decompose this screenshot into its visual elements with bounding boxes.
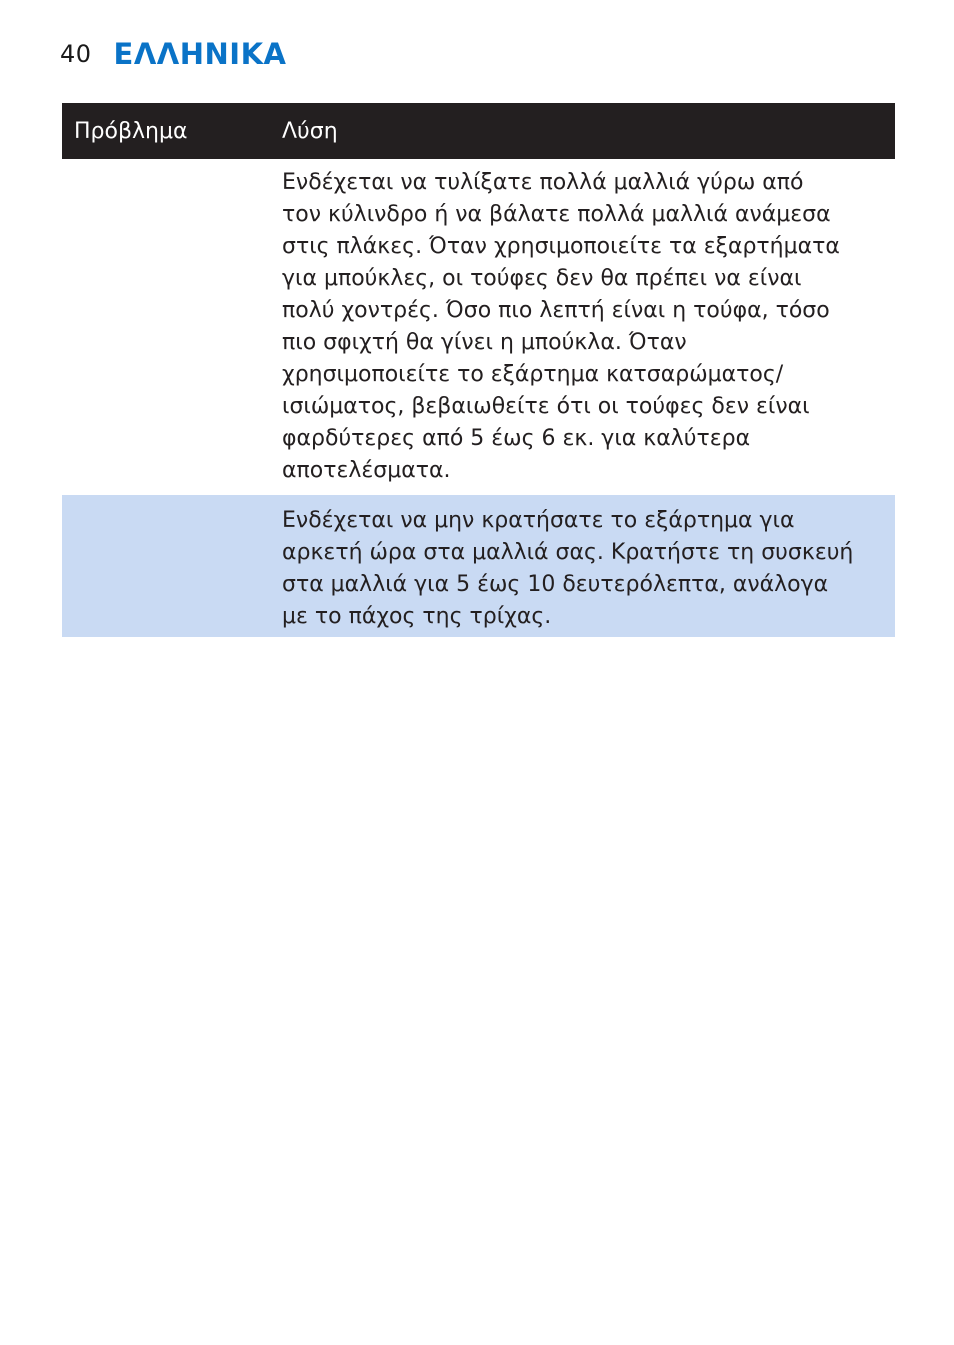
- column-header-solution: Λύση: [282, 118, 338, 144]
- solution-line: ισιώματος, βεβαιωθείτε ότι οι τούφες δεν είναι: [282, 394, 810, 419]
- solution-cell: [282, 495, 895, 637]
- section-title: ΕΛΛΗΝΙΚΑ: [113, 37, 287, 71]
- solution-line: χρησιμοποιείτε το εξάρτημα κατσαρώματος/: [282, 362, 784, 387]
- solution-line: για μπούκλες, οι τούφες δεν θα πρέπει να είναι: [282, 266, 802, 291]
- page-header: [60, 34, 287, 74]
- solution-line: αρκετή ώρα στα μαλλιά σας. Κρατήστε τη συσκευή: [282, 540, 854, 565]
- solution-line: τον κύλινδρο ή να βάλατε πολλά μαλλιά ανάμεσα: [282, 202, 831, 227]
- solution-line: αποτελέσματα.: [282, 458, 451, 483]
- solution-line: με το πάχος της τρίχας.: [282, 604, 552, 629]
- solution-cell: [282, 159, 895, 495]
- table-header: [62, 103, 895, 159]
- troubleshooting-table: [62, 103, 895, 637]
- column-header-problem: Πρόβλημα: [74, 118, 188, 144]
- table-row: [62, 495, 895, 637]
- solution-line: Ενδέχεται να τυλίξατε πολλά μαλλιά γύρω από: [282, 170, 804, 195]
- problem-cell: [62, 495, 282, 637]
- page-number: 40: [60, 40, 92, 68]
- solution-line: πιο σφιχτή θα γίνει η μπούκλα. Όταν: [282, 330, 687, 355]
- solution-line: στις πλάκες. Όταν χρησιμοποιείτε τα εξαρτήματα: [282, 234, 840, 259]
- table-row: [62, 159, 895, 495]
- problem-cell: [62, 159, 282, 495]
- solution-line: πολύ χοντρές. Όσο πιο λεπτή είναι η τούφα, τόσο: [282, 298, 830, 323]
- solution-line: Ενδέχεται να μην κρατήσατε το εξάρτημα για: [282, 508, 795, 533]
- solution-line: φαρδύτερες από 5 έως 6 εκ. για καλύτερα: [282, 426, 751, 451]
- solution-line: στα μαλλιά για 5 έως 10 δευτερόλεπτα, ανάλογα: [282, 572, 829, 597]
